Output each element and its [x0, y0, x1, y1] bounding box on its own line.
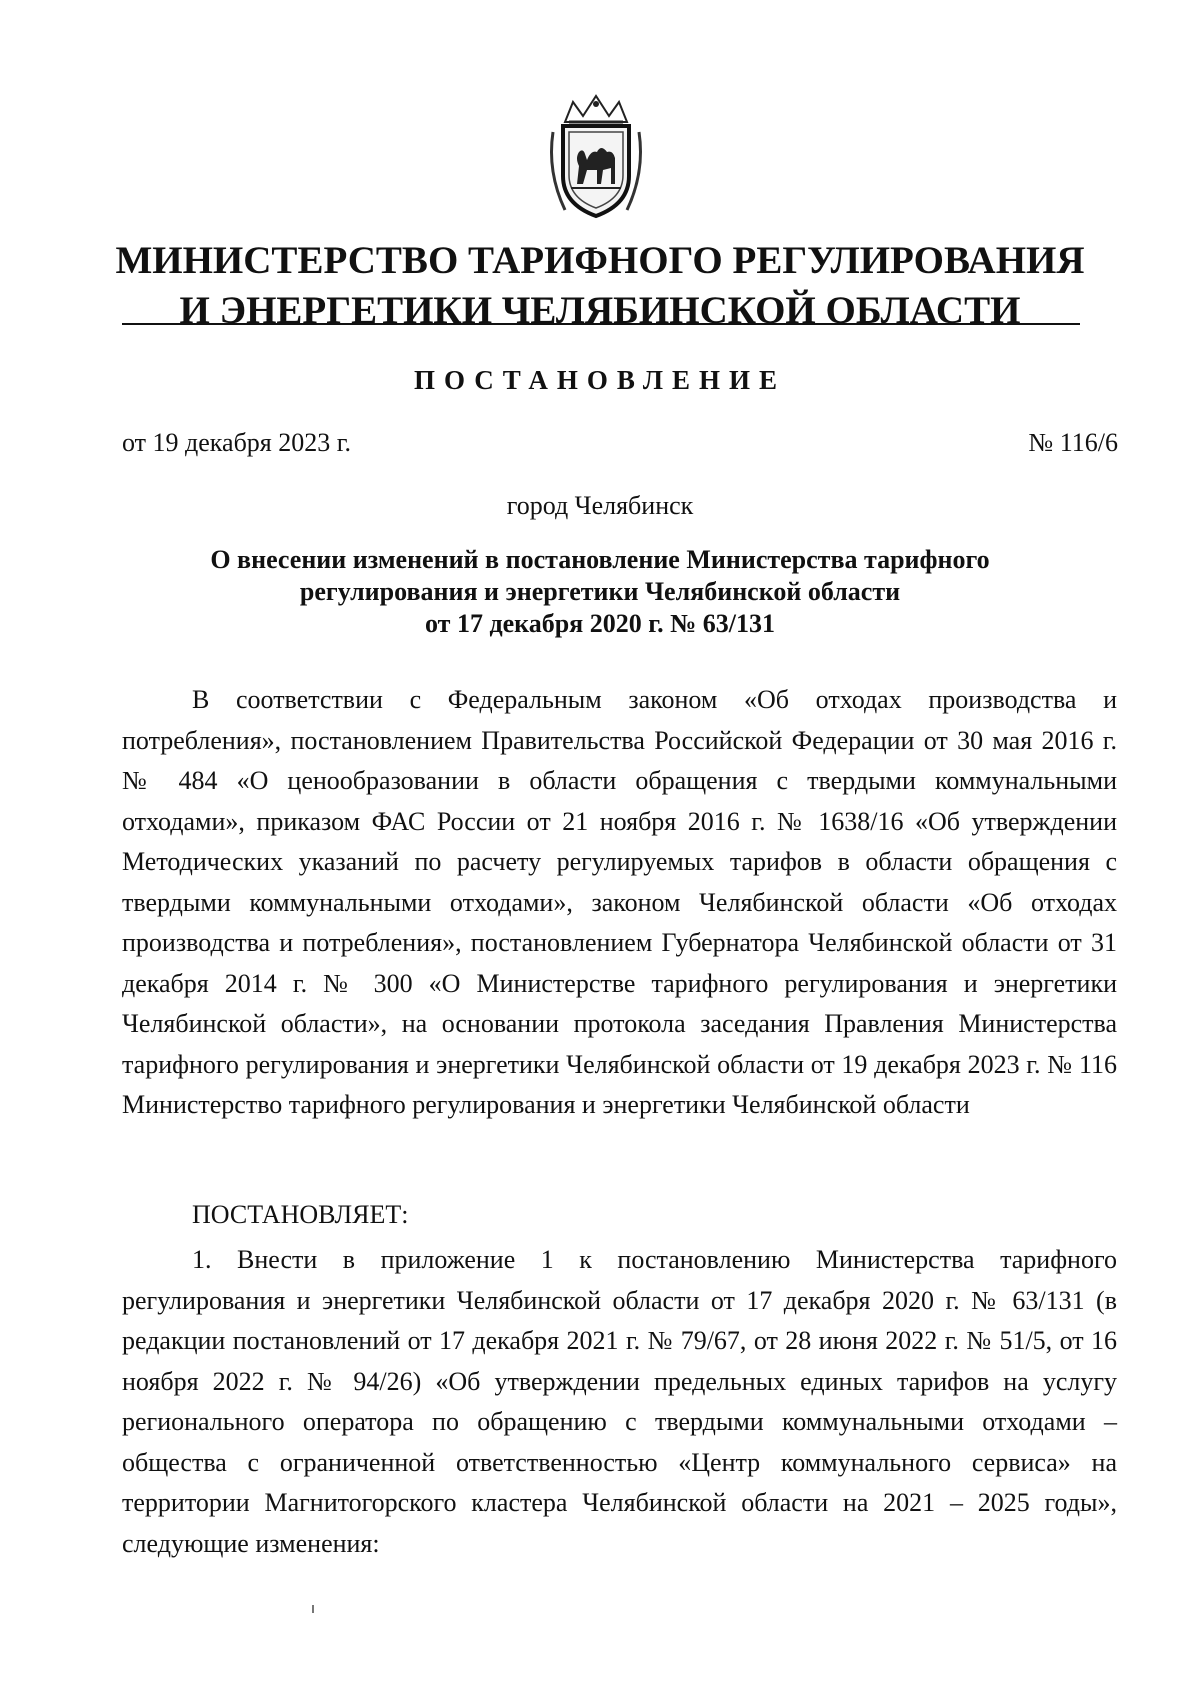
chelyabinsk-coat-of-arms-icon: [545, 92, 647, 222]
organization-title-line-2: И ЭНЕРГЕТИКИ ЧЕЛЯБИНСКОЙ ОБЛАСТИ: [179, 289, 1021, 332]
header-divider: [122, 323, 1080, 325]
document-number: № 116/6: [1028, 428, 1118, 457]
document-subject: [150, 544, 1050, 640]
scan-mark: [312, 1605, 314, 1613]
document-type: ПОСТАНОВЛЕНИЕ: [413, 365, 787, 395]
organization-title-line-1: МИНИСТЕРСТВО ТАРИФНОГО РЕГУЛИРОВАНИЯ: [115, 239, 1085, 282]
subject-line-3: от 17 декабря 2020 г. № 63/131: [425, 609, 775, 638]
document-city: город Челябинск: [506, 491, 694, 520]
subject-line-2: регулирования и энергетики Челябинской области: [299, 577, 901, 606]
subject-line-1: О внесении изменений в постановление Министерства тарифного: [210, 545, 990, 574]
organization-title: [100, 236, 1100, 336]
preamble-paragraph: В соответствии с Федеральным законом «Об отходах производства и потребления», постановлением Правительства Российской Федерации от 30 мая 2016 г. № 484 «О ценообразовании в области обращения с твердыми коммунальными отходами», приказом ФАС России от 21 ноября 2016 г. № 1638/16 «Об утверждении Методических указаний по расчету регулируемых тарифов в области обращения с твердыми коммунальными отходами», законом Челябинской области «Об отходах производства и потребления», постановлением Губернатора Челябинской области от 31 декабря 2014 г. № 300 «О Министерстве тарифного регулирования и энергетики Челябинской области», на основании протокола заседания Правления Министерства тарифного регулирования и энергетики Челябинской области от 19 декабря 2023 г. № 116 Министерство тарифного регулирования и энергетики Челябинской области: [122, 685, 1117, 1119]
resolves-heading: ПОСТАНОВЛЯЕТ:: [192, 1200, 409, 1229]
item-1-paragraph: 1. Внести в приложение 1 к постановлению Министерства тарифного регулирования и энергетики Челябинской области от 17 декабря 2020 г. № 63/131 (в редакции постановлений от 17 декабря 2021 г. № 79/67, от 28 июня 2022 г. № 51/5, от 16 ноября 2022 г. № 94/26) «Об утверждении предельных единых тарифов на услугу регионального оператора по обращению с твердыми коммунальными отходами – общества с ограниченной ответственностью «Центр коммунального сервиса» на территории Магнитогорского кластера Челябинской области на 2021 – 2025 годы», следующие изменения:: [122, 1245, 1117, 1558]
document-date: от 19 декабря 2023 г.: [122, 428, 351, 457]
